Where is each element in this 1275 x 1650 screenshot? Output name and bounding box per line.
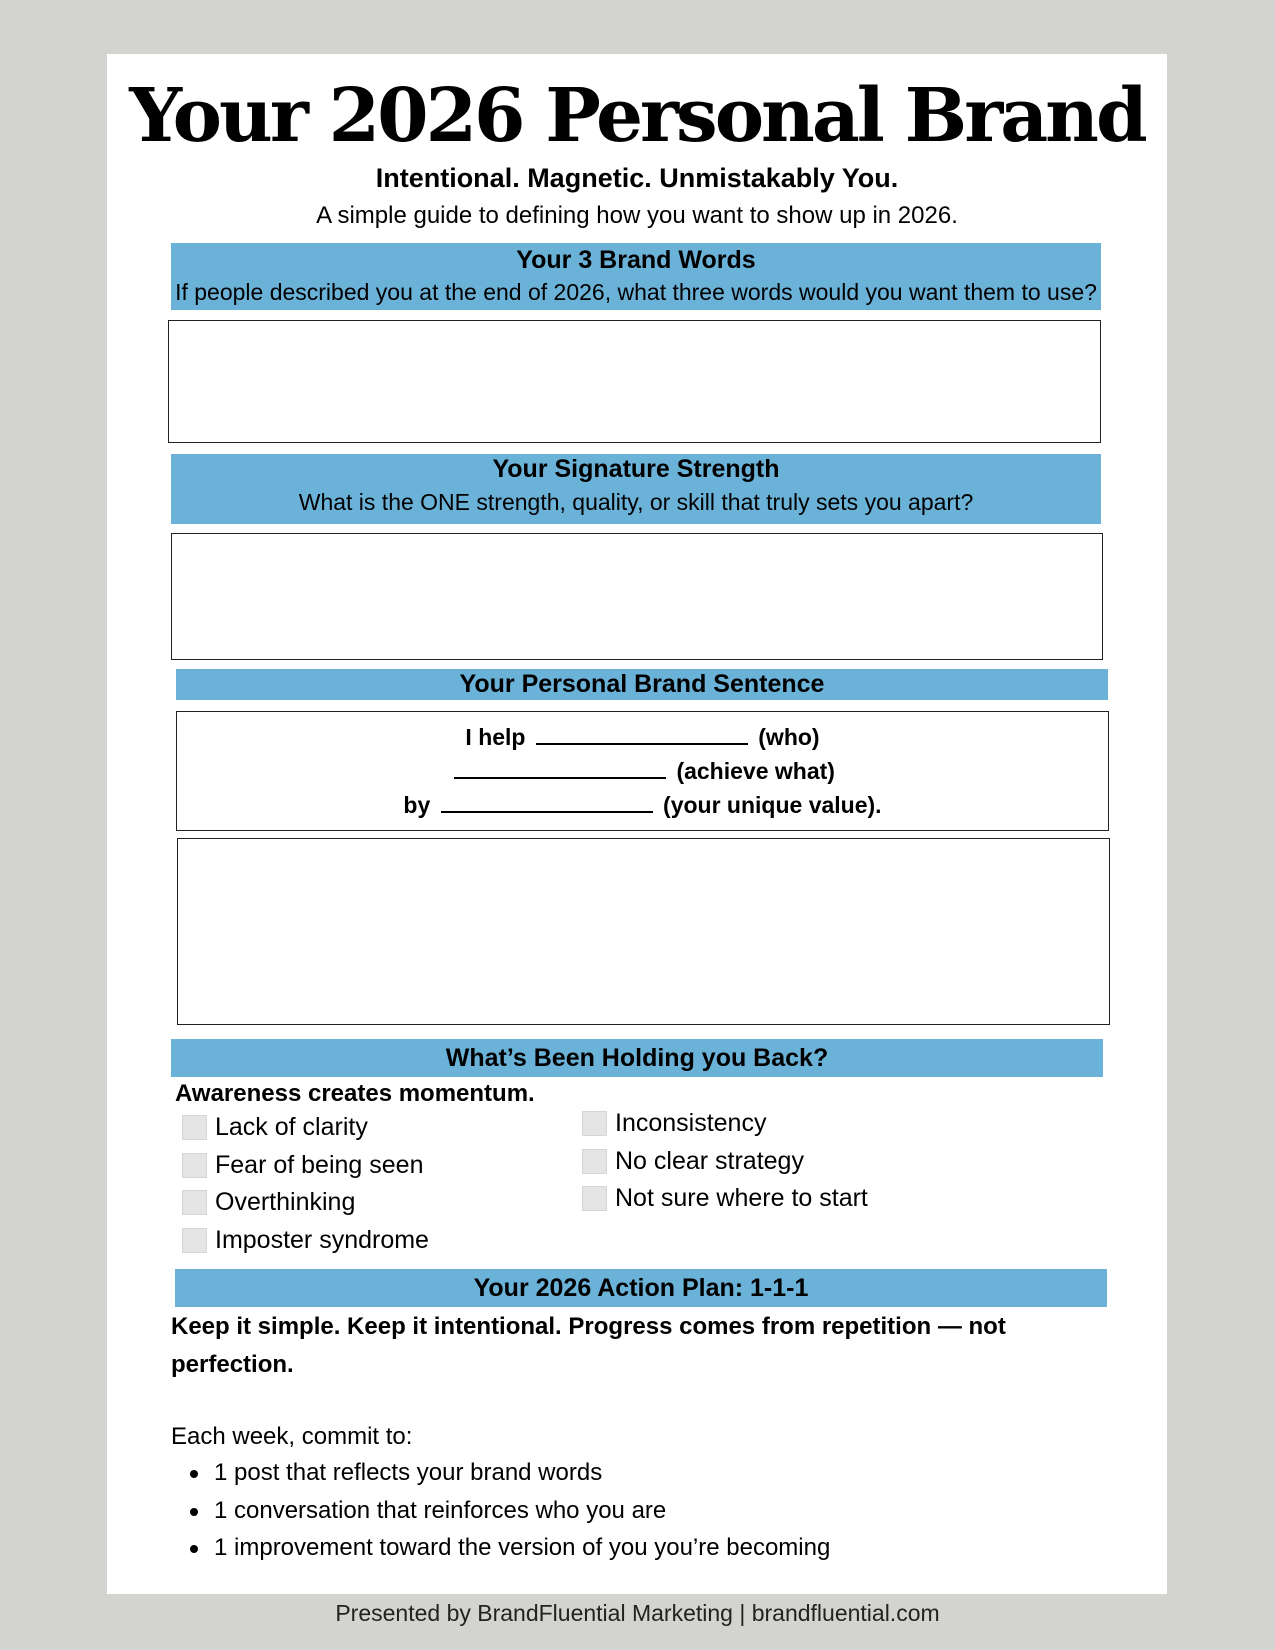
option-fear-of-being-seen[interactable]	[182, 1147, 429, 1185]
holding-back-left-list	[182, 1109, 429, 1259]
subtitle: A simple guide to defining how you want to show up in 2026.	[316, 202, 958, 229]
list-item: 1 improvement toward the version of you you’re becoming	[171, 1529, 1071, 1567]
sentence-value-label: (your unique value).	[663, 792, 882, 818]
action-plan-intro: Each week, commit to:	[171, 1423, 413, 1450]
option-label: Inconsistency	[615, 1109, 767, 1138]
sentence-achieve-label: (achieve what)	[676, 758, 835, 784]
checkbox[interactable]	[182, 1228, 207, 1253]
brand-words-answer-box[interactable]	[168, 320, 1101, 443]
signature-strength-heading: Your Signature Strength	[492, 455, 780, 483]
option-label: Not sure where to start	[615, 1184, 868, 1213]
option-label: Fear of being seen	[215, 1150, 424, 1179]
brand-words-header	[171, 243, 1101, 310]
brand-words-prompt: If people described you at the end of 2026, what three words would you want them to use?	[175, 279, 1097, 305]
option-label: Lack of clarity	[215, 1113, 368, 1142]
brand-words-heading: Your 3 Brand Words	[516, 246, 756, 274]
option-label: Overthinking	[215, 1188, 356, 1217]
sentence-by: by	[403, 792, 431, 818]
option-lack-of-clarity[interactable]	[182, 1109, 429, 1147]
holding-back-header	[171, 1039, 1103, 1077]
tagline: Intentional. Magnetic. Unmistakably You.	[375, 163, 899, 193]
action-plan-heading: Your 2026 Action Plan: 1-1-1	[473, 1274, 809, 1302]
signature-strength-answer-box[interactable]	[171, 533, 1103, 660]
checkbox[interactable]	[582, 1149, 607, 1174]
option-inconsistency[interactable]	[582, 1105, 868, 1143]
action-plan-lead: Keep it simple. Keep it intentional. Progress comes from repetition — not perfection.	[171, 1313, 1006, 1378]
option-no-clear-strategy[interactable]	[582, 1143, 868, 1181]
signature-strength-header	[171, 454, 1101, 524]
footer-credit: Presented by BrandFluential Marketing | brandfluential.com	[335, 1600, 940, 1626]
who-blank[interactable]	[536, 721, 748, 745]
value-blank[interactable]	[441, 789, 653, 813]
holding-back-right-list	[582, 1105, 868, 1218]
checkbox[interactable]	[182, 1190, 207, 1215]
checkbox[interactable]	[182, 1115, 207, 1140]
commitment-list	[171, 1454, 1071, 1567]
sentence-line-achieve	[177, 754, 1108, 788]
brand-sentence-answer-box[interactable]	[177, 838, 1110, 1025]
list-item: 1 post that reflects your brand words	[171, 1454, 1071, 1492]
achieve-blank[interactable]	[454, 755, 666, 779]
brand-sentence-heading: Your Personal Brand Sentence	[459, 670, 825, 698]
option-label: Imposter syndrome	[215, 1225, 429, 1254]
option-overthinking[interactable]	[182, 1184, 429, 1222]
sentence-line-value	[177, 788, 1108, 822]
worksheet-page	[107, 54, 1167, 1594]
sentence-who-label: (who)	[758, 724, 820, 750]
checkbox[interactable]	[582, 1186, 607, 1211]
checkbox[interactable]	[582, 1111, 607, 1136]
option-imposter-syndrome[interactable]	[182, 1222, 429, 1260]
brand-sentence-template	[176, 711, 1109, 831]
signature-strength-prompt: What is the ONE strength, quality, or skill that truly sets you apart?	[298, 489, 974, 515]
sentence-i-help: I help	[465, 724, 526, 750]
holding-back-heading: What’s Been Holding you Back?	[445, 1044, 829, 1072]
sentence-line-who	[177, 720, 1108, 754]
option-not-sure-where-to-start[interactable]	[582, 1180, 868, 1218]
page-title: Your 2026 Personal Brand	[129, 73, 1145, 159]
action-plan-header	[175, 1269, 1107, 1307]
list-item: 1 conversation that reinforces who you are	[171, 1492, 1071, 1530]
checkbox[interactable]	[182, 1153, 207, 1178]
option-label: No clear strategy	[615, 1146, 804, 1175]
holding-back-lead: Awareness creates momentum.	[175, 1080, 535, 1107]
brand-sentence-header	[176, 669, 1108, 700]
